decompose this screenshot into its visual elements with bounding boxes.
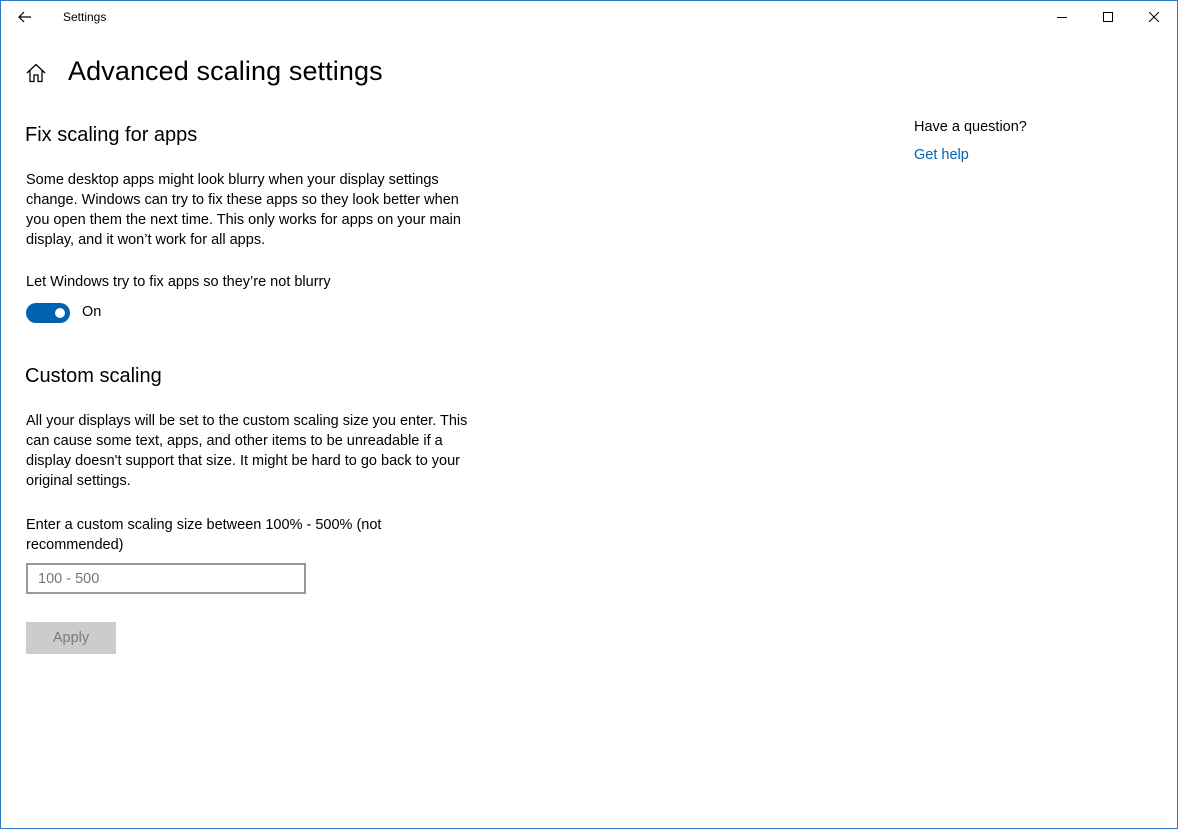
- fix-scaling-title: Fix scaling for apps: [25, 124, 198, 146]
- toggle-knob: [55, 308, 65, 318]
- maximize-icon: [1103, 12, 1113, 22]
- get-help-link[interactable]: Get help: [914, 147, 969, 163]
- custom-scaling-input[interactable]: [26, 563, 306, 594]
- fix-scaling-description: Some desktop apps might look blurry when your display settings change. Windows can try to fix these apps so they look better when you open them the next time. This only works for apps on your main display, and it won’t work for all apps.: [26, 172, 461, 248]
- maximize-button[interactable]: [1085, 1, 1131, 33]
- custom-scaling-input-label: Enter a custom scaling size between 100% - 500% (not recommended): [26, 517, 382, 553]
- fix-apps-toggle-label: Let Windows try to fix apps so they’re not blurry: [26, 274, 331, 290]
- custom-scaling-description: All your displays will be set to the custom scaling size you enter. This can cause some text, apps, and other items to be unreadable if a display doesn't support that size. It might be hard to go back to your original settings.: [26, 413, 468, 489]
- minimize-icon: [1057, 12, 1067, 22]
- fix-apps-toggle[interactable]: [26, 303, 70, 323]
- app-title: Settings: [63, 10, 107, 24]
- help-question: Have a question?: [914, 119, 1027, 135]
- home-icon: [25, 62, 47, 84]
- page-title: Advanced scaling settings: [68, 56, 383, 86]
- minimize-button[interactable]: [1039, 1, 1085, 33]
- close-icon: [1149, 12, 1159, 22]
- arrow-left-icon: [18, 11, 32, 23]
- custom-scaling-title: Custom scaling: [25, 365, 162, 387]
- close-button[interactable]: [1131, 1, 1177, 33]
- title-bar: [1, 1, 1177, 33]
- back-button[interactable]: [11, 3, 39, 31]
- toggle-state-text: On: [82, 304, 102, 320]
- apply-button[interactable]: Apply: [26, 622, 116, 654]
- home-button[interactable]: [25, 62, 47, 84]
